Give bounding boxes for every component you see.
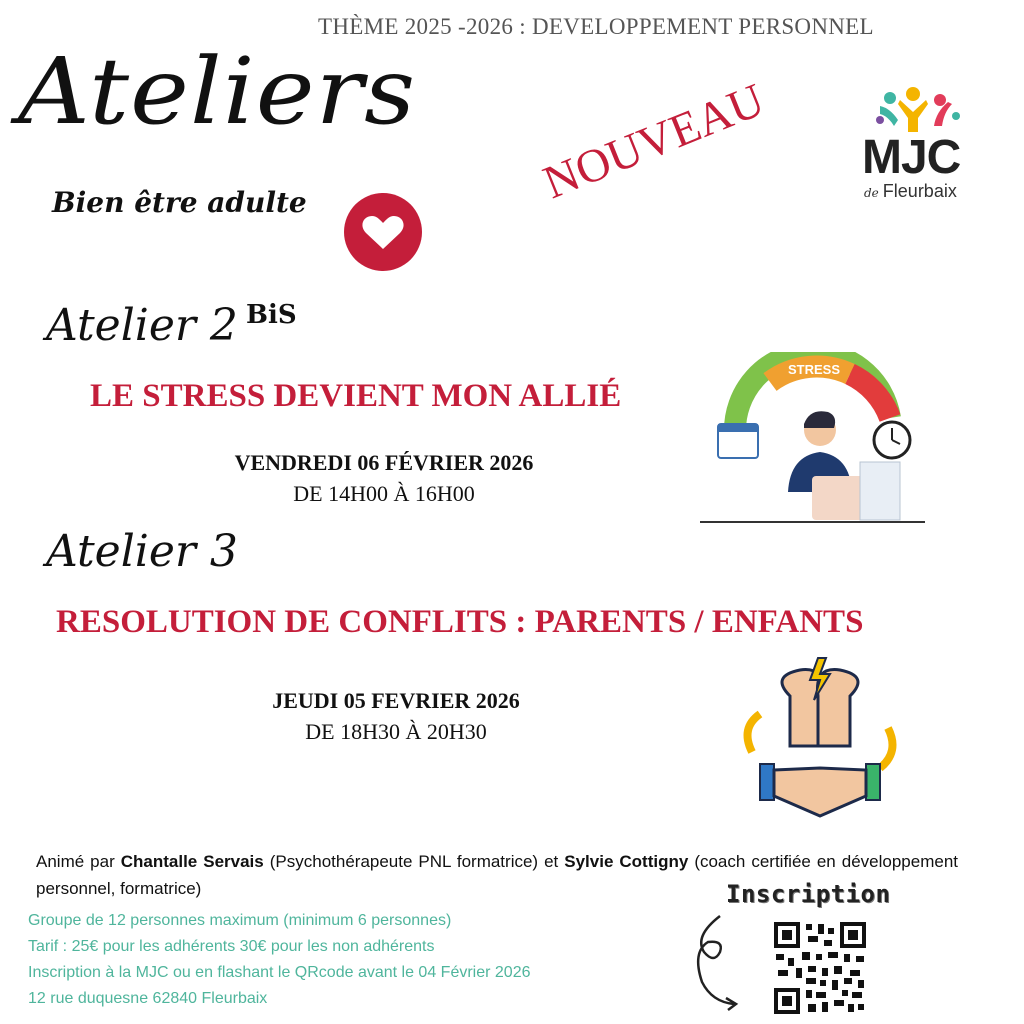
logo-place: Fleurbaix <box>882 181 957 201</box>
curved-arrow-icon <box>690 912 770 1012</box>
animator-1-name: Chantalle Servais <box>120 852 264 871</box>
info-registration: Inscription à la MJC ou en flashant le QRcode avant le 04 Février 2026 <box>28 964 531 981</box>
stress-illustration-icon <box>700 352 925 527</box>
info-price: Tarif : 25€ pour les adhérents 30€ pour les non adhérents <box>28 938 435 955</box>
animator-1-role: (Psychothérapeute PNL formatrice) et <box>263 852 565 871</box>
theme-header: THÈME 2025 -2026 : DEVELOPPEMENT PERSONNEL <box>318 14 874 39</box>
qr-code[interactable] <box>772 920 868 1016</box>
info-group-size: Groupe de 12 personnes maximum (minimum 6 personnes) <box>28 912 452 929</box>
animator-2-role: (coach certifiée en développement personnel, formatrice) <box>36 852 958 898</box>
atelier-2-label: Atelier 2 <box>46 300 238 351</box>
subtitle: Bien être adulte <box>52 186 307 219</box>
logo-location <box>864 181 957 202</box>
atelier-3-date: JEUDI 05 FEVRIER 2026 <box>272 688 520 713</box>
animators-prefix: Animé par <box>36 852 121 871</box>
logo-de: de <box>864 186 879 200</box>
info-address: 12 rue duquesne 62840 Fleurbaix <box>28 990 268 1007</box>
atelier-2-suffix: BiS <box>246 300 297 330</box>
nouveau-badge: NOUVEAU <box>536 73 772 210</box>
inscription-label: Inscription <box>726 880 891 908</box>
heart-icon <box>344 193 422 271</box>
stress-arc-label: STRESS <box>788 362 841 377</box>
atelier-3-label: Atelier 3 <box>46 526 238 577</box>
heart-badge <box>344 193 422 271</box>
animator-2-name: Sylvie Cottigny <box>564 852 689 871</box>
atelier-3-title: RESOLUTION DE CONFLITS : PARENTS / ENFANTS <box>56 604 864 640</box>
ateliers-title: Ateliers <box>18 38 417 145</box>
atelier-2-date: VENDREDI 06 FÉVRIER 2026 <box>234 450 534 475</box>
atelier-2-hours: DE 14H00 À 16H00 <box>293 481 475 506</box>
conflict-illustration-icon <box>730 656 910 826</box>
atelier-3-hours: DE 18H30 À 20H30 <box>305 719 487 744</box>
atelier-2-title: LE STRESS DEVIENT MON ALLIÉ <box>90 378 622 414</box>
mjc-logo-text: MJC <box>862 131 961 184</box>
